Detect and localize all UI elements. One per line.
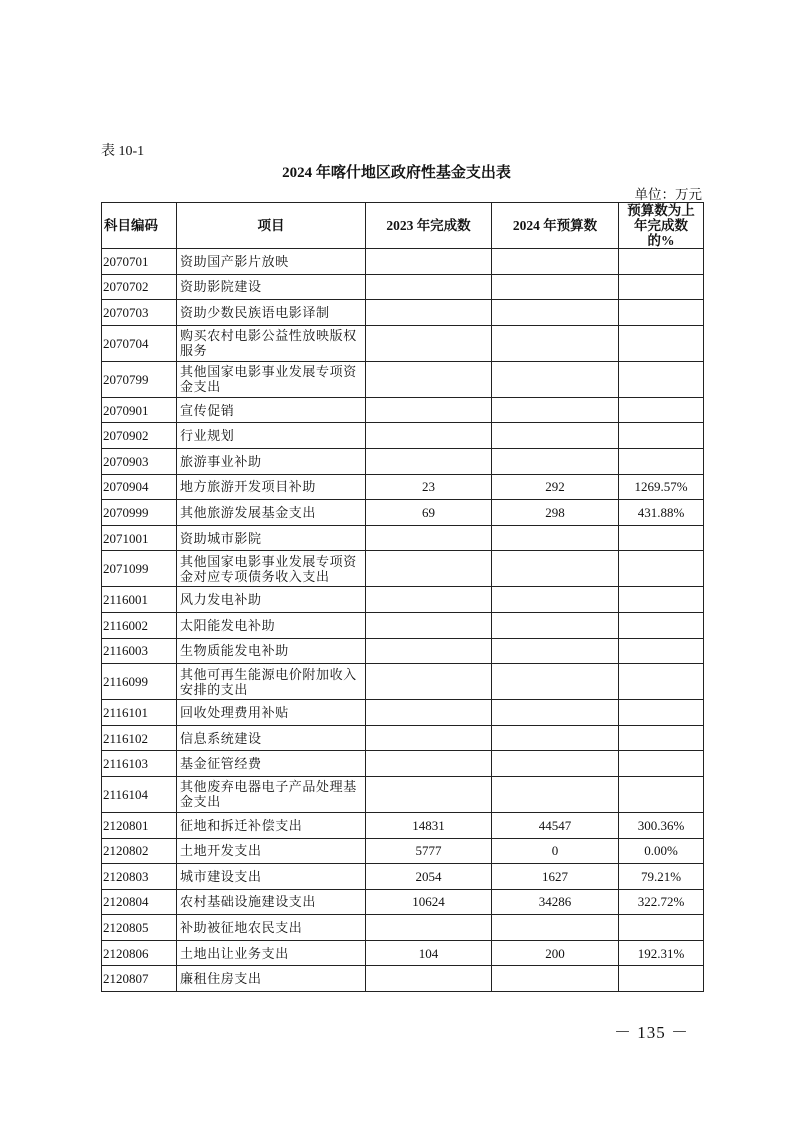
- table-row: [102, 612, 704, 638]
- cell-item: 资助国产影片放映: [177, 249, 366, 275]
- cell-percent: [619, 612, 704, 638]
- cell-code: 2070799: [102, 361, 177, 397]
- cell-2023: 10624: [366, 889, 492, 915]
- header-percent: 预算数为上年完成数的%: [619, 203, 704, 249]
- cell-2024: [492, 249, 619, 275]
- cell-code: 2116102: [102, 725, 177, 751]
- cell-2024: 44547: [492, 812, 619, 838]
- cell-2024: [492, 325, 619, 361]
- cell-item: 补助被征地农民支出: [177, 915, 366, 941]
- cell-2023: [366, 776, 492, 812]
- cell-2024: [492, 423, 619, 449]
- table-row: [102, 751, 704, 777]
- cell-percent: 79.21%: [619, 864, 704, 890]
- header-2023: 2023 年完成数: [366, 203, 492, 249]
- cell-code: 2116002: [102, 612, 177, 638]
- cell-percent: [619, 249, 704, 275]
- cell-code: 2070902: [102, 423, 177, 449]
- cell-2023: [366, 325, 492, 361]
- cell-2024: [492, 700, 619, 726]
- cell-2024: [492, 638, 619, 664]
- cell-2023: 5777: [366, 838, 492, 864]
- cell-2023: [366, 274, 492, 300]
- cell-code: 2070704: [102, 325, 177, 361]
- cell-percent: [619, 551, 704, 587]
- cell-code: 2116001: [102, 587, 177, 613]
- cell-2023: [366, 551, 492, 587]
- cell-2024: 34286: [492, 889, 619, 915]
- table-label: 表 10-1: [101, 144, 145, 159]
- cell-2024: [492, 966, 619, 992]
- cell-2023: [366, 361, 492, 397]
- cell-item: 地方旅游开发项目补助: [177, 474, 366, 500]
- cell-item: 资助城市影院: [177, 525, 366, 551]
- cell-percent: [619, 587, 704, 613]
- cell-2024: 200: [492, 940, 619, 966]
- cell-item: 资助影院建设: [177, 274, 366, 300]
- cell-2024: [492, 300, 619, 326]
- table-row: [102, 725, 704, 751]
- cell-code: 2120806: [102, 940, 177, 966]
- cell-code: 2070999: [102, 500, 177, 526]
- cell-item: 土地出让业务支出: [177, 940, 366, 966]
- cell-2023: [366, 525, 492, 551]
- cell-2024: [492, 361, 619, 397]
- cell-2024: [492, 397, 619, 423]
- table-row: [102, 638, 704, 664]
- table-row: [102, 500, 704, 526]
- cell-2023: 104: [366, 940, 492, 966]
- cell-percent: [619, 448, 704, 474]
- fund-expenditure-table: [101, 202, 704, 992]
- cell-2023: [366, 249, 492, 275]
- cell-percent: 322.72%: [619, 889, 704, 915]
- cell-code: 2120802: [102, 838, 177, 864]
- cell-percent: [619, 423, 704, 449]
- table-row: [102, 664, 704, 700]
- table-row: [102, 525, 704, 551]
- table-row: [102, 249, 704, 275]
- cell-item: 征地和拆迁补偿支出: [177, 812, 366, 838]
- table-row: [102, 423, 704, 449]
- cell-code: 2070901: [102, 397, 177, 423]
- cell-item: 其他旅游发展基金支出: [177, 500, 366, 526]
- cell-code: 2116103: [102, 751, 177, 777]
- cell-item: 资助少数民族语电影译制: [177, 300, 366, 326]
- page-title: 2024 年喀什地区政府性基金支出表: [282, 165, 511, 181]
- cell-2024: 0: [492, 838, 619, 864]
- table-row: [102, 325, 704, 361]
- cell-2024: [492, 725, 619, 751]
- table-row: [102, 700, 704, 726]
- cell-percent: 300.36%: [619, 812, 704, 838]
- cell-percent: 192.31%: [619, 940, 704, 966]
- header-item: 项目: [177, 203, 366, 249]
- cell-2024: [492, 664, 619, 700]
- table-row: [102, 274, 704, 300]
- cell-item: 宣传促销: [177, 397, 366, 423]
- cell-2023: [366, 587, 492, 613]
- cell-percent: [619, 700, 704, 726]
- cell-code: 2116003: [102, 638, 177, 664]
- cell-code: 2071001: [102, 525, 177, 551]
- cell-item: 基金征管经费: [177, 751, 366, 777]
- cell-percent: [619, 525, 704, 551]
- cell-2023: [366, 700, 492, 726]
- cell-2024: 292: [492, 474, 619, 500]
- cell-2024: [492, 448, 619, 474]
- cell-code: 2116099: [102, 664, 177, 700]
- cell-2023: [366, 612, 492, 638]
- cell-percent: 0.00%: [619, 838, 704, 864]
- cell-code: 2070903: [102, 448, 177, 474]
- cell-2024: [492, 915, 619, 941]
- cell-2023: [366, 664, 492, 700]
- page-number: － 135 －: [614, 1023, 689, 1042]
- table-row: [102, 864, 704, 890]
- cell-item: 土地开发支出: [177, 838, 366, 864]
- cell-code: 2120803: [102, 864, 177, 890]
- table-row: [102, 940, 704, 966]
- table-header-row: [102, 203, 704, 249]
- cell-item: 城市建设支出: [177, 864, 366, 890]
- cell-percent: [619, 361, 704, 397]
- cell-2024: [492, 525, 619, 551]
- table-row: [102, 587, 704, 613]
- cell-item: 行业规划: [177, 423, 366, 449]
- cell-percent: [619, 966, 704, 992]
- cell-item: 旅游事业补助: [177, 448, 366, 474]
- cell-percent: [619, 274, 704, 300]
- cell-code: 2070702: [102, 274, 177, 300]
- cell-percent: [619, 725, 704, 751]
- cell-2024: [492, 612, 619, 638]
- cell-code: 2070703: [102, 300, 177, 326]
- cell-2023: [366, 300, 492, 326]
- cell-percent: [619, 325, 704, 361]
- cell-percent: [619, 664, 704, 700]
- cell-2024: [492, 776, 619, 812]
- cell-2023: 2054: [366, 864, 492, 890]
- cell-2024: [492, 751, 619, 777]
- cell-item: 农村基础设施建设支出: [177, 889, 366, 915]
- cell-2023: 23: [366, 474, 492, 500]
- cell-item: 其他国家电影事业发展专项资金支出: [177, 361, 366, 397]
- cell-percent: 1269.57%: [619, 474, 704, 500]
- cell-code: 2120804: [102, 889, 177, 915]
- cell-code: 2070904: [102, 474, 177, 500]
- header-2024: 2024 年预算数: [492, 203, 619, 249]
- header-code: 科目编码: [102, 203, 177, 249]
- cell-percent: [619, 776, 704, 812]
- cell-item: 信息系统建设: [177, 725, 366, 751]
- cell-percent: [619, 397, 704, 423]
- cell-code: 2071099: [102, 551, 177, 587]
- cell-percent: [619, 915, 704, 941]
- cell-2023: [366, 725, 492, 751]
- cell-code: 2120807: [102, 966, 177, 992]
- table-row: [102, 838, 704, 864]
- cell-code: 2116101: [102, 700, 177, 726]
- cell-2023: 69: [366, 500, 492, 526]
- table-row: [102, 915, 704, 941]
- cell-code: 2120801: [102, 812, 177, 838]
- cell-2023: 14831: [366, 812, 492, 838]
- unit-label: 单位：万元: [634, 187, 702, 202]
- cell-2023: [366, 966, 492, 992]
- cell-2024: 298: [492, 500, 619, 526]
- cell-code: 2120805: [102, 915, 177, 941]
- cell-2024: [492, 587, 619, 613]
- table-row: [102, 812, 704, 838]
- cell-item: 回收处理费用补贴: [177, 700, 366, 726]
- table-row: [102, 361, 704, 397]
- cell-code: 2116104: [102, 776, 177, 812]
- cell-item: 其他废弃电器电子产品处理基金支出: [177, 776, 366, 812]
- cell-item: 购买农村电影公益性放映版权服务: [177, 325, 366, 361]
- cell-item: 生物质能发电补助: [177, 638, 366, 664]
- table-row: [102, 966, 704, 992]
- cell-percent: [619, 638, 704, 664]
- cell-item: 其他国家电影事业发展专项资金对应专项债务收入支出: [177, 551, 366, 587]
- table-row: [102, 889, 704, 915]
- cell-2023: [366, 638, 492, 664]
- cell-item: 太阳能发电补助: [177, 612, 366, 638]
- table-row: [102, 551, 704, 587]
- table-row: [102, 300, 704, 326]
- cell-percent: [619, 300, 704, 326]
- cell-item: 廉租住房支出: [177, 966, 366, 992]
- table-row: [102, 474, 704, 500]
- cell-2024: 1627: [492, 864, 619, 890]
- cell-2024: [492, 274, 619, 300]
- cell-item: 风力发电补助: [177, 587, 366, 613]
- cell-2023: [366, 397, 492, 423]
- cell-item: 其他可再生能源电价附加收入安排的支出: [177, 664, 366, 700]
- cell-2023: [366, 751, 492, 777]
- table-row: [102, 448, 704, 474]
- cell-2023: [366, 915, 492, 941]
- cell-2023: [366, 423, 492, 449]
- table-row: [102, 397, 704, 423]
- cell-2024: [492, 551, 619, 587]
- cell-percent: [619, 751, 704, 777]
- table-row: [102, 776, 704, 812]
- cell-code: 2070701: [102, 249, 177, 275]
- cell-2023: [366, 448, 492, 474]
- cell-percent: 431.88%: [619, 500, 704, 526]
